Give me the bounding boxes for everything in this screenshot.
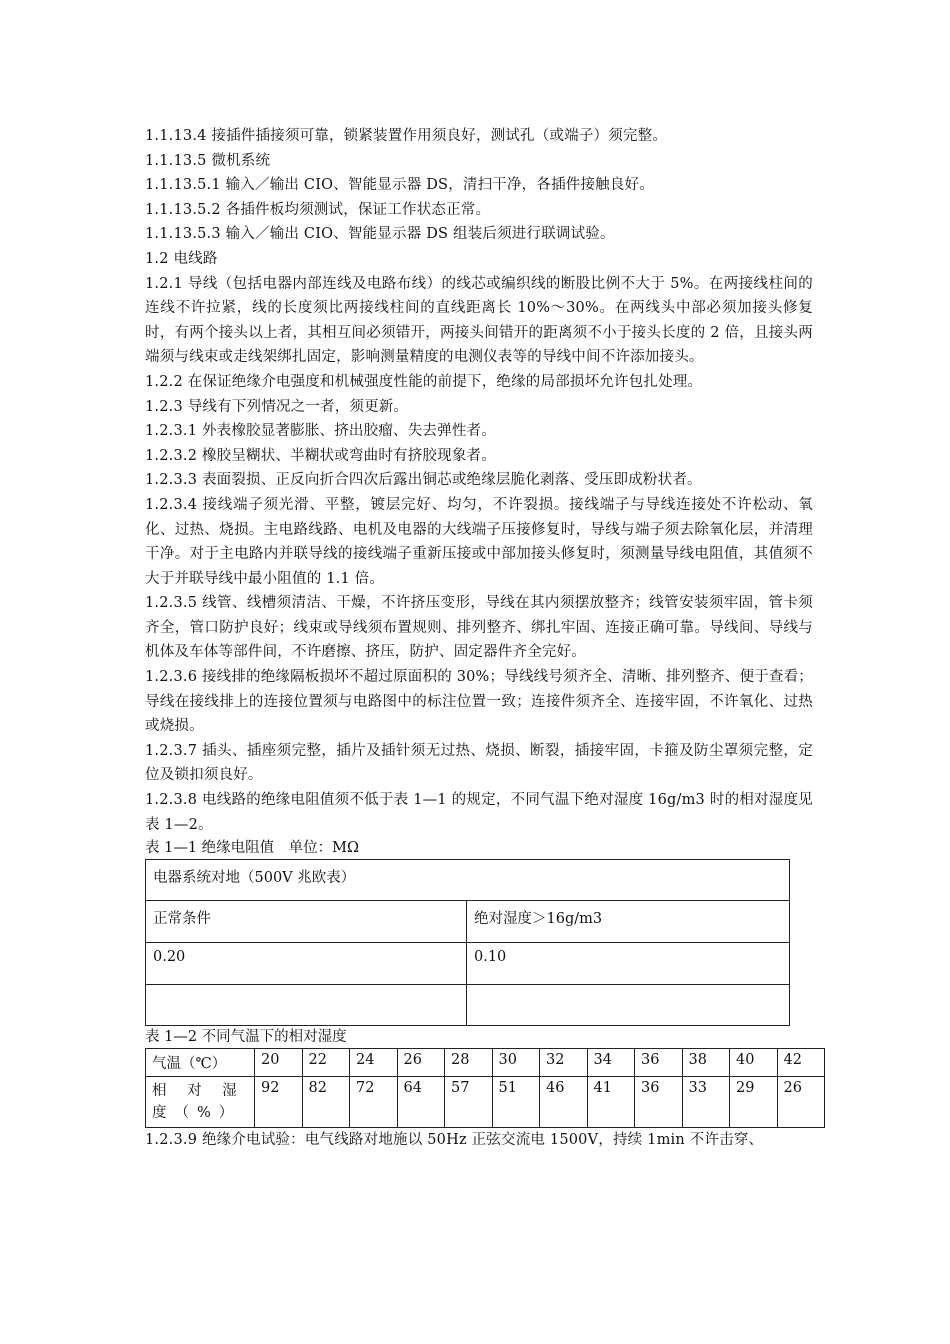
table2-temp-cell: 24 xyxy=(350,1049,398,1077)
table2-temp-cell: 28 xyxy=(445,1049,493,1077)
paragraph: 1.2.3.2 橡胶呈糊状、半糊状或弯曲时有挤胶现象者。 xyxy=(145,447,496,464)
table1-value-normal: 0.20 xyxy=(146,943,467,985)
paragraph: 1.2.3.6 接线排的绝缘隔板损坏不超过原面积的 30%；导线线号须齐全、清晰、排列整齐、便于查看；导线在接线排上的连接位置须与电路图中的标注位置一致；连接件须齐全、连接牢固，不许氧化、过热或烧损。 xyxy=(145,669,813,735)
table2-temp-cell: 36 xyxy=(635,1049,683,1077)
table2-humidity-label: 相 对 湿 度（%） xyxy=(146,1077,255,1128)
paragraph: 1.2.3.3 表面裂损、正反向折合四次后露出铜芯或绝缘层脆化剥落、受压即成粉状者。 xyxy=(145,472,702,489)
paragraph: 1.2.3.5 线管、线槽须清洁、干燥，不许挤压变形，导线在其内须摆放整齐；线管安装须牢固，管卡须齐全，管口防护良好；线束或导线须布置规则、排列整齐、绑扎牢固、连接正确可靠。导线间、导线与机体及车体等部件间，不许磨擦、挤压，防护、固定器件齐全完好。 xyxy=(145,595,813,661)
table1-value-humidity: 0.10 xyxy=(467,943,790,985)
paragraph: 1.2.3.4 接线端子须光滑、平整，镀层完好、均匀，不许裂损。接线端子与导线连接处不许松动、氧化、过热、烧损。主电路线路、电机及电器的大线端子压接修复时，导线与端子须去除氧化层，并清理干净。对于主电路内并联导线的接线端子重新压接或中部加接头修复时，须测量导线电阻值，其值须不大于并联导线中最小阻值的 1.1 倍。 xyxy=(145,496,813,587)
insulation-resistance-table xyxy=(145,859,790,1026)
table2-humidity-cell: 29 xyxy=(730,1077,778,1128)
table2-humidity-cell: 33 xyxy=(682,1077,730,1128)
table2-humidity-cell: 51 xyxy=(492,1077,540,1128)
table2-temp-cell: 30 xyxy=(492,1049,540,1077)
paragraph: 1.2.3.9 绝缘介电试验：电气线路对地施以 50Hz 正弦交流电 1500V，持续 1min 不许击穿、 xyxy=(145,1132,764,1149)
paragraph: 1.2.2 在保证绝缘介电强度和机械强度性能的前提下，绝缘的局部损坏允许包扎处理。 xyxy=(145,373,703,390)
paragraph: 1.1.13.5.1 输入／输出 CIO、智能显示器 DS，清扫干净，各插件接触良好。 xyxy=(145,177,654,194)
paragraph: 1.1.13.5.2 各插件板均须测试，保证工作状态正常。 xyxy=(145,201,491,218)
paragraph: 1.2.3 导线有下列情况之一者，须更新。 xyxy=(145,398,409,415)
table2-humidity-cell: 72 xyxy=(350,1077,398,1128)
table1-header: 电器系统对地（500V 兆欧表） xyxy=(146,860,790,901)
table2-humidity-cell: 64 xyxy=(397,1077,445,1128)
table2-temp-cell: 26 xyxy=(397,1049,445,1077)
relative-humidity-table xyxy=(145,1048,825,1128)
paragraph: 1.2.3.1 外表橡胶显著膨胀、挤出胶瘤、失去弹性者。 xyxy=(145,423,496,440)
table2-humidity-cell: 46 xyxy=(540,1077,588,1128)
table2-temp-cell: 20 xyxy=(255,1049,303,1077)
table1-empty-cell xyxy=(467,985,790,1026)
paragraph: 1.2.3.8 电线路的绝缘电阻值须不低于表 1—1 的规定，不同气温下绝对湿度 16g/m3 时的相对湿度见表 1—2。 xyxy=(145,792,813,833)
table2-temp-cell: 38 xyxy=(682,1049,730,1077)
table2-humidity-cell: 41 xyxy=(587,1077,635,1128)
table2-humidity-cell: 82 xyxy=(302,1077,350,1128)
table2-temperature-label: 气温（℃） xyxy=(146,1049,255,1077)
paragraph: 1.2.1 导线（包括电器内部连线及电路布线）的线芯或编织线的断股比例不大于 5%。在两接线柱间的连线不许拉紧，线的长度须比两接线柱间的直线距离长 10%～30%。在两线头中部必须加接头修复时，有两个接头以上者，其相互间必须错开，两接头间错开的距离须不小于接头长度的 2 倍，且接头两端须与线束或走线架绑扎固定，影响测量精度的电测仪表等的导线中间不许添加接头。 xyxy=(145,275,813,366)
table2-temp-cell: 32 xyxy=(540,1049,588,1077)
table2-temperature-row xyxy=(146,1049,825,1077)
table1-col-normal: 正常条件 xyxy=(146,901,467,943)
section-heading: 1.2 电线路 xyxy=(145,250,218,267)
table2-temp-cell: 40 xyxy=(730,1049,778,1077)
table2-caption: 表 1—2 不同气温下的相对湿度 xyxy=(145,1029,347,1046)
paragraph: 1.1.13.5.3 输入／输出 CIO、智能显示器 DS 组装后须进行联调试验。 xyxy=(145,226,615,243)
table1-empty-cell xyxy=(146,985,467,1026)
paragraph: 1.1.13.4 接插件插接须可靠，锁紧装置作用须良好，测试孔（或端子）须完整。 xyxy=(145,128,668,144)
table2-humidity-row xyxy=(146,1077,825,1128)
table2-humidity-cell: 36 xyxy=(635,1077,683,1128)
table2-humidity-cell: 26 xyxy=(777,1077,825,1128)
table2-temp-cell: 22 xyxy=(302,1049,350,1077)
table1-col-humidity: 绝对湿度＞16g/m3 xyxy=(467,901,790,943)
document-page xyxy=(145,124,813,1153)
paragraph: 1.2.3.7 插头、插座须完整，插片及插针须无过热、烧损、断裂，插接牢固，卡箍及防尘罩须完整，定位及锁扣须良好。 xyxy=(145,742,813,784)
table2-humidity-cell: 57 xyxy=(445,1077,493,1128)
table2-temp-cell: 34 xyxy=(587,1049,635,1077)
table2-humidity-cell: 92 xyxy=(255,1077,303,1128)
table2-temp-cell: 42 xyxy=(777,1049,825,1077)
section-heading: 1.1.13.5 微机系统 xyxy=(145,152,271,169)
table1-caption: 表 1—1 绝缘电阻值 单位：MΩ xyxy=(145,840,360,857)
